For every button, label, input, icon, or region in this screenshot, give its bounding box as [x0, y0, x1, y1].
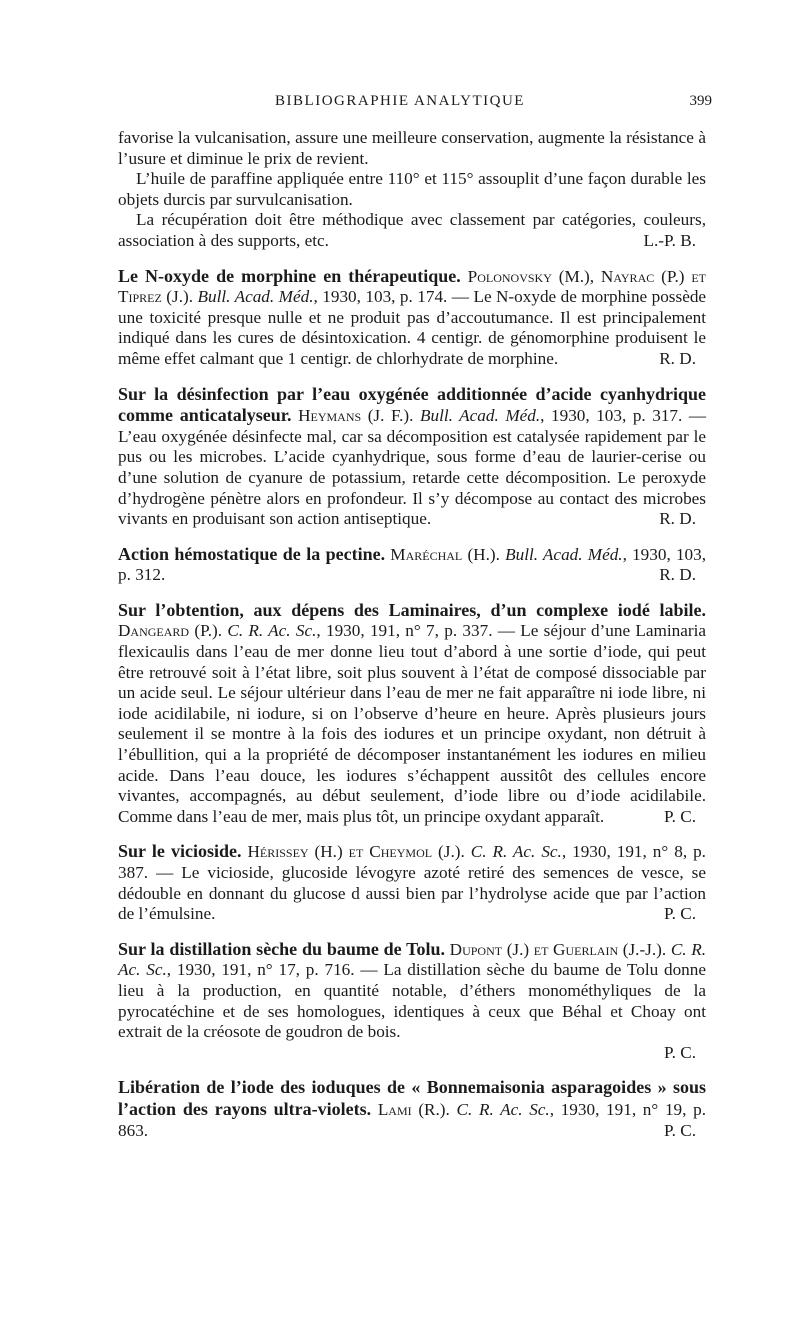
signature: R. D. [659, 348, 696, 368]
signature: L.-P. B. [643, 230, 696, 250]
entry-authors: Dangeard (P.). [118, 621, 223, 641]
bibliography-entry [118, 266, 706, 370]
entry-body: — La distillation sèche du baume de Tolu donne lieu à la production, en quantité notable, d’éthers monométhyliques de la pyrocatéchine et de ses homologues, identiques à ceux que Béhal et Choay ont extrait de la créosote de goudron de bois. [118, 960, 706, 1042]
entry-journal: C. R. Ac. Sc. [227, 621, 317, 641]
entry-authors: Polonovsky (M.), Nayrac (P.) et Tiprez (J.). [118, 266, 707, 307]
entry-journal: C. R. Ac. Sc. [456, 1099, 550, 1119]
entry-authors: Heymans (J. F.). [298, 406, 414, 426]
entry-journal: C. R. Ac. Sc. [118, 939, 706, 980]
bibliography-entry [118, 384, 706, 530]
entry-reference: , 1930, 103, p. 312. [118, 544, 707, 585]
bibliography-entry [118, 939, 706, 1064]
entry-reference: , 1930, 191, n° 19, p. 863. [118, 1099, 707, 1140]
entry-reference: , 1930, 191, n° 17, p. 716. [166, 960, 355, 980]
page-header [0, 93, 800, 117]
entry-journal: Bull. Acad. Méd. [197, 287, 314, 307]
intro-block [118, 128, 706, 252]
entry-reference: , 1930, 191, n° 8, p. 387. [118, 842, 706, 882]
bibliography-entry [118, 1077, 706, 1141]
entry-body: — Le N-oxyde de morphine possède une toxicité presque nulle et ne produit pas d’accoutumance. Il est principalement indiqué dans les cures de désintoxication. 4 centigr. de génomorphine produisent le même effet calmant que 1 centigr. de chlorhydrate de morphine. [118, 287, 707, 368]
entry-authors: Lami (R.). [377, 1099, 450, 1119]
entry-body: — Le séjour d’une Laminaria flexicaulis dans l’eau de mer donne lieu tout d’abord à une sortie d’iode, qui peut être retrouvé soit à l’état libre, soit plus souvent à l’état de composé dissociable par un acide seul. Le séjour ultérieur dans l’eau de mer ne fait apparaître ni iode libre, ni iode acidilabile, ni iodure, si on l’observe d’heure en heure. Après plusieurs jours seulement il se montre à la fois des iodures et un principe oxydant, non détruit à l’ébullition, qui a la propriété de décomposer instantanément les iodures en milieu acide. Dans l’eau douce, les iodures s’échappent aussitôt des cellules encore vivantes, accompagnés, au début seulement, d’iode libre ou d’iode acidilabile. Comme dans l’eau de mer, mais plus tôt, un principe oxydant apparaît. [118, 621, 706, 826]
entry-title: Sur le vicioside. [118, 841, 242, 862]
entry-authors: Maréchal (H.). [390, 544, 500, 564]
entry-reference: , 1930, 191, n° 7, p. 337. [316, 621, 493, 641]
intro-paragraph-1: favorise la vulcanisation, assure une meilleure conservation, augmente la résistance à l’usure et diminue le prix de revient. [118, 128, 706, 168]
signature: R. D. [659, 565, 696, 585]
entry-body: — L’eau oxygénée désinfecte mal, car sa décomposition est catalysée rapidement par le pus ou les microbes. L’acide cyanhydrique, sous forme d’eau de laurier-cerise ou d’une solution de cyanure de potassium, retarde cette décomposition. Le peroxyde d’hydrogène pénètre alors en profondeur. Il s’y décompose au contact des microbes vivants en produisant son action antiseptique. [118, 406, 707, 529]
intro-paragraph-2: L’huile de paraffine appliquée entre 110° et 115° assouplit d’une façon durable les objets durcis par survulcanisation. [118, 169, 706, 209]
entry-authors: Hérissey (H.) et Cheymol (J.). [247, 842, 465, 862]
entry-journal: Bull. Acad. Méd. [505, 544, 623, 564]
signature: P. C. [663, 806, 696, 826]
entry-title: Le N-oxyde de morphine en thérapeutique. [118, 265, 461, 286]
page-body [118, 128, 706, 1141]
signature: R. D. [659, 509, 696, 529]
bibliography-entry [118, 841, 706, 924]
entry-journal: C. R. Ac. Sc. [470, 842, 562, 862]
entry-title: Action hémostatique de la pectine. [118, 543, 386, 564]
bibliography-entry [118, 544, 706, 586]
entry-reference: , 1930, 103, p. 174. [313, 287, 448, 307]
bibliography-entry [118, 600, 706, 828]
entry-journal: Bull. Acad. Méd. [420, 406, 541, 426]
signature: P. C. [663, 1120, 696, 1140]
intro-paragraph-3: La récupération doit être méthodique avec classement par catégories, couleurs, association à des supports, etc. L.-P. B. [118, 210, 706, 250]
signature: P. C. [663, 1042, 696, 1062]
entry-title: Libération de l’iode des ioduques de « Bonnemaisonia asparagoides » sous l’action des rayons ultra-violets. [118, 1077, 706, 1119]
entry-body: — Le vicioside, glucoside lévogyre azoté retiré des semences de vesce, se dédouble en donnant du glucose d aussi bien par l’hydrolyse acide que par l’action de l’émulsine. [118, 863, 706, 924]
page-number: 399 [689, 93, 712, 109]
entry-title: Sur la distillation sèche du baume de Tolu. [118, 938, 446, 959]
entry-title: Sur la désinfection par l’eau oxygénée additionnée d’acide cyanhydrique comme anticatalyseur. [118, 383, 706, 426]
signature: P. C. [663, 904, 696, 924]
entry-title: Sur l’obtention, aux dépens des Laminaires, d’un complexe iodé labile. [118, 599, 706, 620]
running-title: BIBLIOGRAPHIE ANALYTIQUE [275, 93, 525, 109]
entry-authors: Dupont (J.) et Guerlain (J.-J.). [449, 939, 667, 959]
entry-reference: , 1930, 103, p. 317. [540, 406, 683, 426]
